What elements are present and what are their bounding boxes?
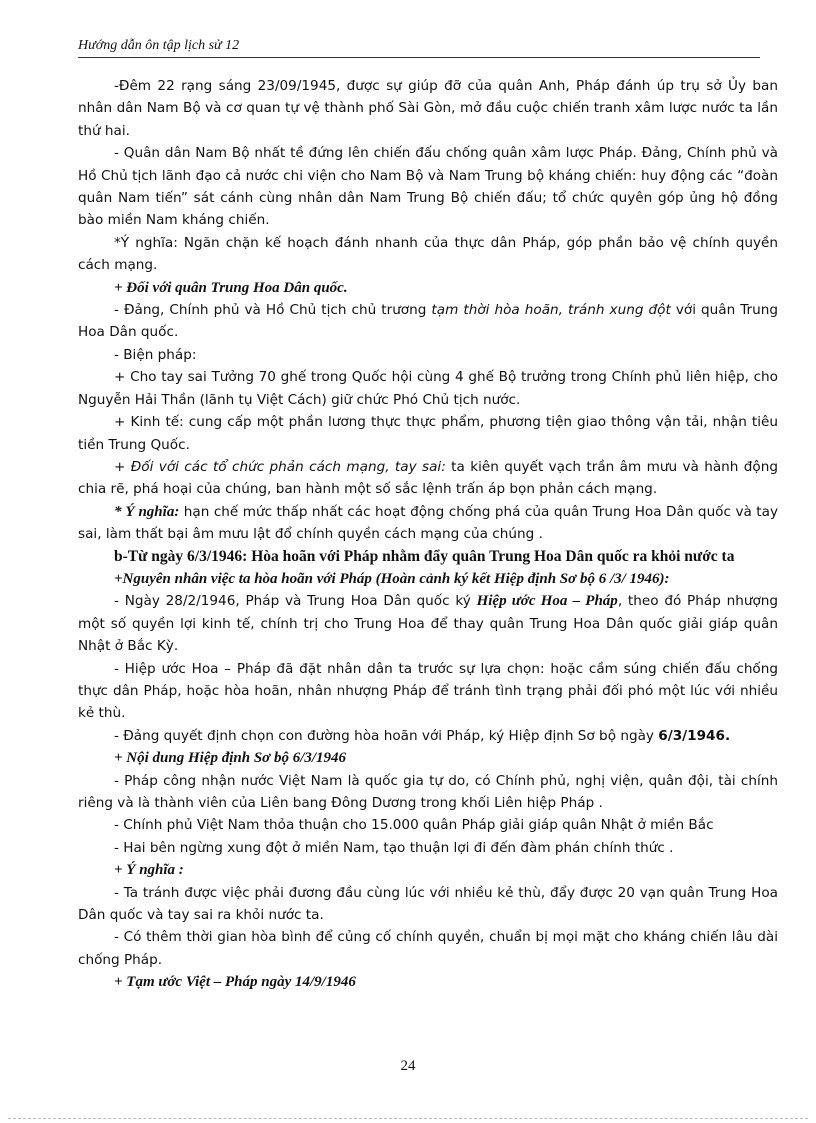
subsection-heading: b-Từ ngày 6/3/1946: Hòa hoãn với Pháp nhằm đẩy quân Trung Hoa Dân quốc ra khỏi nước ta	[114, 547, 735, 565]
section-heading: + Đối với quân Trung Hoa Dân quốc.	[114, 279, 348, 296]
page-number: 24	[400, 1058, 416, 1074]
running-header: Hướng dẫn ôn tập lịch sử 12	[78, 38, 760, 58]
text-run: hạn chế mức thấp nhất các hoạt động chống phá của quân Trung Hoa Dân quốc và tay sai, làm thất bại âm mưu lật đổ chính quyền cách mạng của chúng .	[78, 503, 778, 543]
paragraph: - Biện pháp:	[114, 346, 197, 363]
section-heading: + Ý nghĩa :	[114, 862, 184, 879]
paragraph: - Quân dân Nam Bộ nhất tề đứng lên chiến đấu chống quân xâm lược Pháp. Đảng, Chính phủ và Hồ Chủ tịch lãnh đạo cả nước chi viện cho Nam Bộ và Nam Trung bộ kháng chiến: huy động các “đoàn quân Nam tiến” sát cánh cùng nhân dân Nam Trung Bộ chiến đấu; tổ chức quyên góp ủng hộ đồng bào miền Nam kháng chiến.	[78, 145, 778, 229]
text-run: , theo đó Pháp nhượng một số quyền lợi kinh tế, chính trị cho Trung Hoa để thay quân Trung Hoa Dân quốc giải giáp quân Nhật ở Bắc Kỳ.	[78, 593, 779, 655]
bold-run: 6/3/1946.	[658, 727, 731, 744]
bold-italic-run: Hiệp ước Hoa – Pháp	[476, 593, 618, 610]
paragraph	[78, 299, 778, 344]
paragraph: *Ý nghĩa: Ngăn chặn kế hoạch đánh nhanh của thực dân Pháp, góp phần bảo vệ chính quyền cách mạng.	[78, 234, 778, 274]
paragraph: - Hiệp ước Hoa – Pháp đã đặt nhân dân ta trước sự lựa chọn: hoặc cầm súng chiến đấu chống thực dân Pháp, hoặc hòa hoãn, nhân nhượng Pháp để tránh tình trạng phải đối phó một lúc với nhiều kẻ thù.	[78, 660, 778, 722]
paragraph: - Có thêm thời gian hòa bình để củng cố chính quyền, chuẩn bị mọi mặt cho kháng chiến lâu dài chống Pháp.	[78, 929, 778, 968]
italic-run: + Đối với các tổ chức phản cách mạng, tay sai:	[114, 458, 446, 475]
section-heading: +Nguyên nhân việc ta hòa hoãn với Pháp (Hoàn cảnh ký kết Hiệp định Sơ bộ 6 /3/ 1946):	[114, 570, 670, 587]
paragraph: - Hai bên ngừng xung đột ở miền Nam, tạo thuận lợi đi đến đàm phán chính thức .	[114, 839, 674, 856]
text-run: với quân Trung Hoa Dân quốc.	[78, 302, 779, 341]
paragraph: - Ta tránh được việc phải đương đầu cùng lúc với nhiều kẻ thù, đẩy được 20 vạn quân Trung Hoa Dân quốc và tay sai ra khỏi nước ta.	[78, 884, 778, 924]
bold-italic-run: * Ý nghĩa:	[114, 503, 180, 520]
paragraph: + Kinh tế: cung cấp một phần lương thực thực phẩm, phương tiện giao thông vận tải, nhận tiêu tiền Trung Quốc.	[78, 414, 778, 453]
text-run: - Ngày 28/2/1946, Pháp và Trung Hoa Dân quốc ký	[114, 593, 477, 610]
text-run: ta kiên quyết vạch trần âm mưu và hành động chia rẽ, phá hoại của chúng, ban hành một số sắc lệnh trấn áp bọn phản cách mạng.	[78, 458, 778, 498]
paragraph: - Pháp công nhận nước Việt Nam là quốc gia tự do, có Chính phủ, nghị viện, quân đội, tài chính riêng và là thành viên của Liên bang Đông Dương trong khối Liên hiệp Pháp .	[78, 772, 778, 811]
paragraph	[78, 501, 778, 546]
page-content	[78, 75, 778, 994]
italic-run: tạm thời hòa hoãn, tránh xung đột	[431, 302, 671, 319]
paragraph: -Đêm 22 rạng sáng 23/09/1945, được sự giúp đỡ của quân Anh, Pháp đánh úp trụ sở Ủy ban nhân dân Nam Bộ và cơ quan tự vệ thành phố Sài Gòn, mở đầu cuộc chiến tranh xâm lược nước ta lần thứ hai.	[78, 78, 778, 139]
paragraph: + Cho tay sai Tưởng 70 ghế trong Quốc hội cùng 4 ghế Bộ trưởng trong Chính phủ liên hiệp, cho Nguyễn Hải Thần (lãnh tụ Việt Cách) giữ chức Phó Chủ tịch nước.	[78, 369, 778, 408]
page-bottom-divider	[8, 1118, 808, 1119]
paragraph	[78, 725, 778, 747]
text-run: - Đảng quyết định chọn con đường hòa hoãn với Pháp, ký Hiệp định Sơ bộ ngày	[114, 727, 659, 744]
paragraph	[78, 456, 778, 501]
section-heading: + Nội dung Hiệp định Sơ bộ 6/3/1946	[114, 750, 347, 767]
text-run: - Đảng, Chính phủ và Hồ Chủ tịch chủ trương	[114, 302, 432, 319]
paragraph	[78, 590, 778, 657]
section-heading: + Tạm ước Việt – Pháp ngày 14/9/1946	[114, 974, 356, 991]
paragraph: - Chính phủ Việt Nam thỏa thuận cho 15.000 quân Pháp giải giáp quân Nhật ở miền Bắc	[114, 817, 714, 834]
